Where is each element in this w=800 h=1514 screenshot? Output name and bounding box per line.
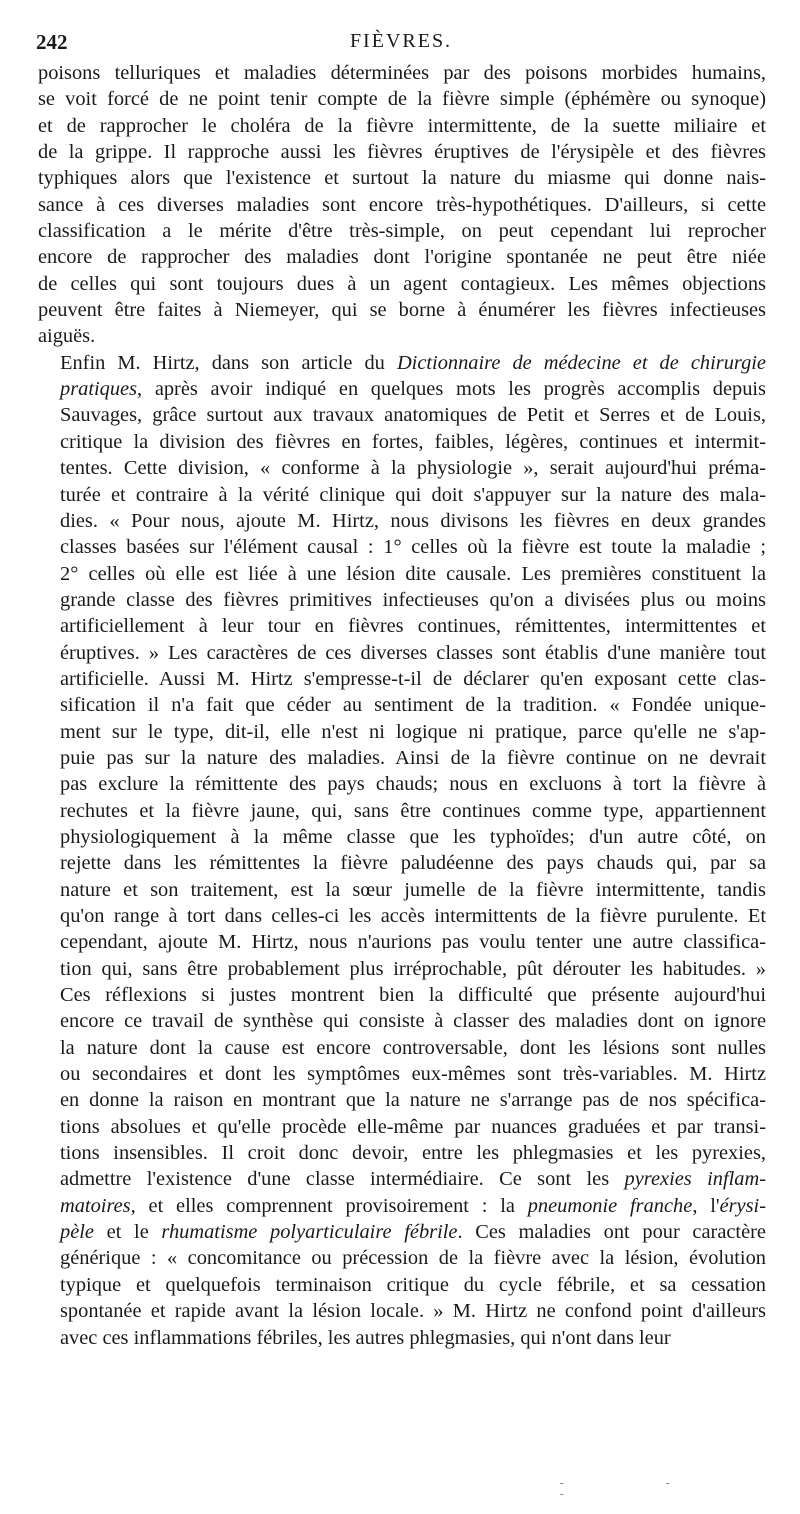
italic-text: érysi- — [719, 1194, 766, 1217]
text-line — [38, 771, 766, 797]
text-line — [38, 561, 766, 587]
text-line — [38, 1298, 766, 1324]
text-run: turée et contraire à la vérité clinique qui doit s'appuyer sur la nature des mala- — [60, 483, 766, 506]
text-line — [38, 508, 766, 534]
text-line — [38, 192, 766, 218]
text-run: la nature dont la cause est encore controversable, dont les lésions sont nulles — [60, 1036, 766, 1059]
text-line — [38, 1035, 766, 1061]
text-run: classification a le mérite d'être très-simple, on peut cependant lui reprocher — [38, 220, 766, 243]
text-run: Enfin M. Hirtz, dans son article du — [60, 351, 397, 374]
text-run: et de rapprocher le choléra de la fièvre intermittente, de la suette miliaire et — [38, 114, 766, 137]
text-run: rechutes et la fièvre jaune, qui, sans être continues comme type, appartiennent — [60, 799, 766, 822]
text-line — [38, 640, 766, 666]
text-line — [38, 824, 766, 850]
text-run: ment sur le type, dit-il, elle n'est ni logique ni pratique, parce qu'elle ne s'ap- — [60, 720, 766, 743]
text-line — [38, 218, 766, 244]
text-run: Sauvages, grâce surtout aux travaux anatomiques de Petit et Serres et de Louis, — [60, 404, 766, 427]
text-line — [38, 1325, 766, 1351]
text-run: de celles qui sont toujours dues à un agent contagieux. Les mêmes objections — [38, 272, 766, 295]
text-run: , l' — [692, 1194, 720, 1217]
italic-text: matoires — [60, 1194, 131, 1217]
text-line — [38, 455, 766, 481]
text-run: typique et quelquefois terminaison critique du cycle fébrile, et sa cessation — [60, 1273, 766, 1296]
text-run: typhiques alors que l'existence et surtout la nature du miasme qui donne nais- — [38, 167, 766, 190]
text-line — [38, 1008, 766, 1034]
text-line — [38, 1272, 766, 1298]
text-line — [38, 982, 766, 1008]
text-line — [38, 1114, 766, 1140]
text-line — [38, 165, 766, 191]
text-line — [38, 877, 766, 903]
text-line — [38, 402, 766, 428]
running-title: FIÈVRES. — [349, 30, 453, 52]
text-line — [38, 429, 766, 455]
text-run: . Ces maladies ont pour caractère — [457, 1221, 766, 1244]
italic-text: Dictionnaire de médecine et de chirurgie — [396, 351, 766, 374]
text-run: dies. « Pour nous, ajoute M. Hirtz, nous divisons les fièvres en deux grandes — [60, 509, 766, 532]
italic-text: rhumatisme polyarticulaire fébrile — [161, 1221, 458, 1244]
text-run: et le — [93, 1221, 162, 1244]
text-run: aiguës. — [38, 325, 96, 348]
body-text — [38, 60, 766, 1351]
text-line — [38, 139, 766, 165]
text-run: ou secondaires et dont les symptômes eux-mêmes sont très-variables. M. Hirtz — [60, 1063, 766, 1086]
text-line — [38, 534, 766, 560]
text-run: tentes. Cette division, « conforme à la physiologie », serait aujourd'hui préma- — [60, 457, 766, 480]
text-line — [38, 86, 766, 112]
text-run: peuvent être faites à Niemeyer, qui se borne à énumérer les fièvres infectieuses — [38, 299, 766, 322]
text-line — [38, 1166, 766, 1192]
text-line — [38, 903, 766, 929]
text-run: sance à ces diverses maladies sont encore très-hypothétiques. D'ailleurs, si cette — [38, 193, 766, 216]
text-run: Ces réflexions si justes montrent bien la difficulté que présente aujourd'hui — [60, 984, 766, 1007]
text-run: rejette dans les rémittentes la fièvre paludéenne des pays chauds qui, par sa — [60, 852, 766, 875]
italic-text: pyrexies inflam- — [624, 1168, 766, 1191]
text-run: cependant, ajoute M. Hirtz, nous n'aurions pas voulu tenter une autre classifica- — [60, 931, 766, 954]
text-run: éruptives. » Les caractères de ces diverses classes sont établis d'une manière tout — [60, 641, 766, 664]
text-run: tions insensibles. Il croit donc devoir, entre les phlegmasies et les pyrexies, — [60, 1142, 766, 1165]
text-run: admettre l'existence d'une classe intermédiaire. Ce sont les — [60, 1168, 625, 1191]
text-line — [38, 271, 766, 297]
text-line — [38, 323, 766, 349]
text-run: artificielle. Aussi M. Hirtz s'empresse-t-il de déclarer qu'en exposant cette clas- — [60, 667, 766, 690]
text-run: se voit forcé de ne point tenir compte de la fièvre simple (éphémère ou synoque) — [38, 88, 766, 111]
text-run: avec ces inflammations fébriles, les autres phlegmasies, qui n'ont dans leur — [60, 1326, 671, 1349]
paragraph — [38, 60, 766, 350]
italic-text: pèle — [60, 1221, 94, 1244]
text-run: nature et son traitement, est la sœur jumelle de la fièvre intermittente, tandis — [60, 878, 766, 901]
text-run: sification il n'a fait que céder au sentiment de la tradition. « Fondée unique- — [60, 694, 766, 717]
text-line — [38, 719, 766, 745]
paragraph — [38, 350, 766, 1351]
text-line — [38, 1087, 766, 1113]
text-line — [38, 587, 766, 613]
text-run: tions absolues et qu'elle procède elle-même par nuances graduées et par transi- — [60, 1115, 766, 1138]
text-line — [38, 350, 766, 376]
text-run: tion qui, sans être probablement plus irréprochable, pût dérouter les habitudes. » — [60, 957, 766, 980]
page-number: 242 — [36, 30, 68, 54]
text-run: pas exclure la rémittente des pays chauds; nous en excluons à tort la fièvre à — [60, 773, 766, 796]
text-run: de la grippe. Il rapproche aussi les fièvres éruptives de l'érysipèle et des fièvres — [38, 141, 766, 164]
text-run: qu'on range à tort dans celles-ci les accès intermittents de la fièvre purulente. Et — [60, 905, 766, 927]
italic-text: pneumonie franche — [527, 1194, 693, 1217]
text-line — [38, 692, 766, 718]
text-run: classes basées sur l'élément causal : 1° celles où la fièvre est toute la maladie ; — [60, 536, 766, 559]
text-line — [38, 798, 766, 824]
text-run: en donne la raison en montrant que la nature ne s'arrange pas de nos spécifica- — [60, 1089, 766, 1112]
text-run: critique la division des fièvres en fortes, faibles, légères, continues et intermit- — [60, 430, 766, 453]
text-run: spontanée et rapide avant la lésion locale. » M. Hirtz ne confond point d'ailleurs — [60, 1300, 766, 1323]
text-run: grande classe des fièvres primitives infectieuses qu'on a divisées plus ou moins — [60, 588, 766, 611]
text-line — [38, 376, 766, 402]
text-run: encore de rapprocher des maladies dont l'origine spontanée ne peut être niée — [38, 246, 766, 269]
text-run: 2° celles où elle est liée à une lésion dite causale. Les premières constituent la — [60, 562, 766, 585]
footer-marks: - - - — [560, 1478, 720, 1500]
text-line — [38, 297, 766, 323]
text-line — [38, 482, 766, 508]
text-line — [38, 613, 766, 639]
running-head — [36, 30, 766, 56]
text-line — [38, 60, 766, 86]
text-line — [38, 1219, 766, 1245]
text-run: artificiellement à leur tour en fièvres continues, rémittentes, intermittentes et — [60, 615, 766, 638]
text-line — [38, 113, 766, 139]
text-run: , et elles comprennent provisoirement : la — [130, 1194, 528, 1217]
text-line — [38, 244, 766, 270]
text-run: poisons telluriques et maladies déterminées par des poisons morbides humains, — [38, 62, 766, 84]
text-line — [38, 1140, 766, 1166]
text-line — [38, 1061, 766, 1087]
text-line — [38, 850, 766, 876]
text-line — [38, 929, 766, 955]
italic-text: pratiques — [60, 378, 138, 401]
text-line — [38, 745, 766, 771]
text-run: , après avoir indiqué en quelques mots les progrès accomplis depuis — [137, 378, 766, 401]
text-run: générique : « concomitance ou précession de la fièvre avec la lésion, évolution — [60, 1247, 766, 1270]
text-line — [38, 1193, 766, 1219]
text-run: physiologiquement à la même classe que les typhoïdes; d'un autre côté, on — [60, 825, 766, 848]
text-line — [38, 1245, 766, 1271]
text-line — [38, 956, 766, 982]
text-line — [38, 666, 766, 692]
text-run: puie pas sur la nature des maladies. Ainsi de la fièvre continue on ne devrait — [60, 746, 766, 769]
text-run: encore ce travail de synthèse qui consiste à classer des maladies dont on ignore — [60, 1010, 766, 1033]
